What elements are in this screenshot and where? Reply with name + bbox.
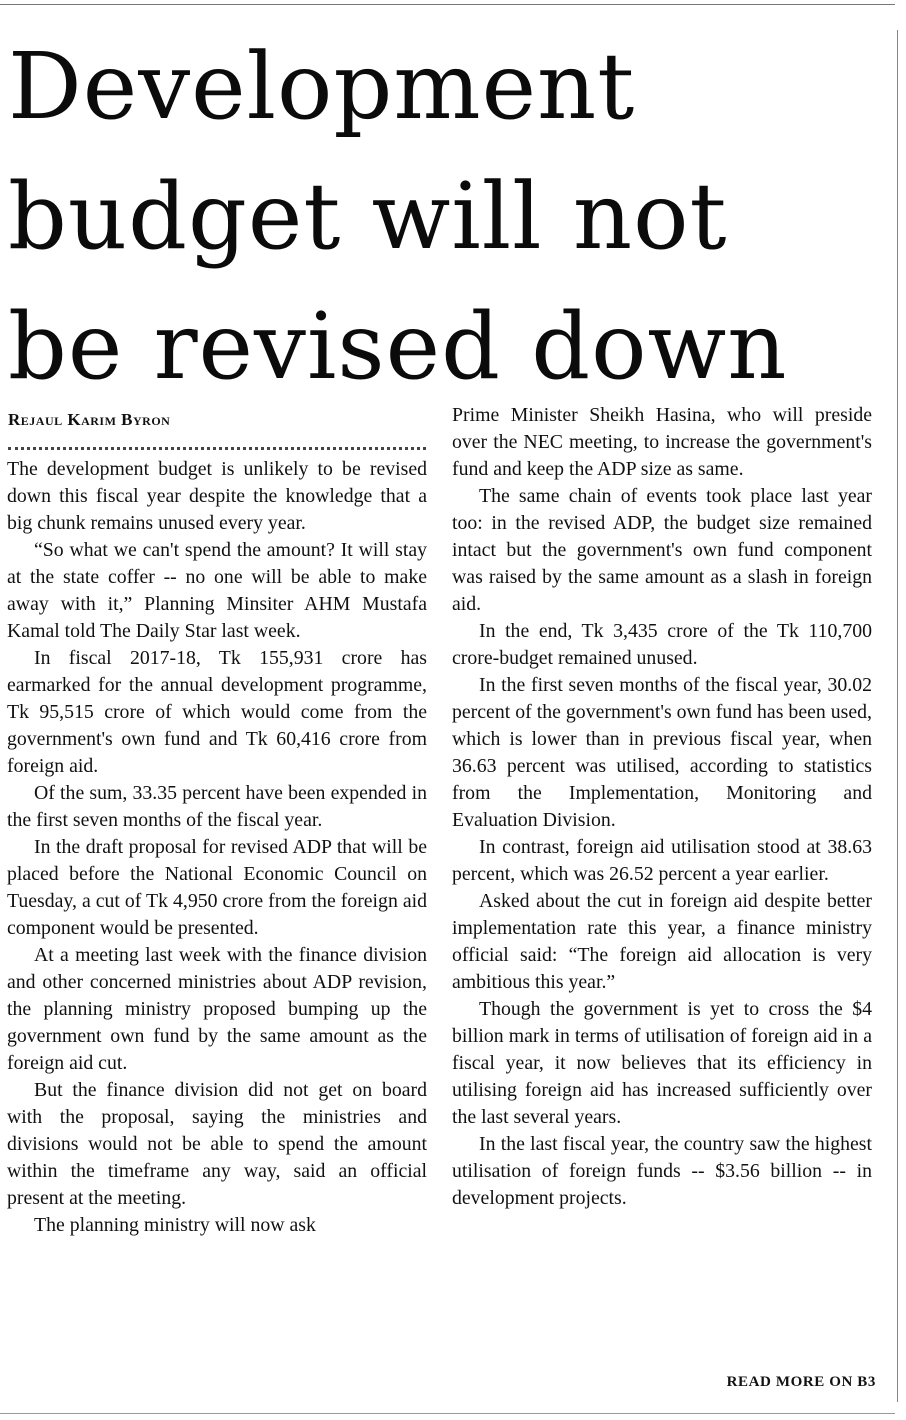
paragraph: In the first seven months of the fiscal year, 30.02 percent of the government's own fund has been used, which is lower than in previous fiscal year, when 36.63 percent was utilised, according to statistics from the Implementation, Monitoring and Evaluation Division.	[452, 674, 872, 831]
paragraph: Though the government is yet to cross the $4 billion mark in terms of utilisation of foreign aid in a fiscal year, it now believes that its efficiency in utilising foreign aid has increased sufficiently over the last several years.	[452, 998, 872, 1128]
headline-line-3: be revised down	[8, 293, 788, 400]
paragraph: In fiscal 2017-18, Tk 155,931 crore has earmarked for the annual development programme, Tk 95,515 crore of which would come from the government's own fund and Tk 60,416 crore from foreign aid.	[7, 647, 427, 777]
byline-dotted-separator	[8, 447, 426, 450]
paragraph: Prime Minister Sheikh Hasina, who will preside over the NEC meeting, to increase the government's fund and keep the ADP size as same.	[452, 404, 872, 480]
paragraph: The planning ministry will now ask	[34, 1214, 316, 1236]
paragraph: “So what we can't spend the amount? It will stay at the state coffer -- no one will be able to make away with it,” Planning Minsiter AHM Mustafa Kamal told The Daily Star last week.	[7, 539, 427, 642]
headline	[8, 22, 888, 412]
top-rule	[0, 4, 895, 5]
bottom-rule	[0, 1413, 895, 1414]
paragraph: At a meeting last week with the finance division and other concerned ministries about ADP revision, the planning ministry proposed bumping up the government own fund by the same amount as the foreign aid cut.	[7, 944, 427, 1074]
paragraph: Asked about the cut in foreign aid despite better implementation rate this year, a finance ministry official said: “The foreign aid allocation is very ambitious this year.”	[452, 890, 872, 993]
paragraph: The development budget is unlikely to be revised down this fiscal year despite the knowledge that a big chunk remains unused every year.	[7, 458, 427, 534]
paragraph: The same chain of events took place last year too: in the revised ADP, the budget size remained intact but the government's own fund component was raised by the same amount as a slash in foreign aid.	[452, 485, 872, 615]
paragraph: In the draft proposal for revised ADP that will be placed before the National Economic Council on Tuesday, a cut of Tk 4,950 crore from the foreign aid component would be presented.	[7, 836, 427, 939]
paragraph: In the last fiscal year, the country saw the highest utilisation of foreign funds -- $3.56 billion -- in development projects.	[452, 1133, 872, 1209]
column-divider-rule	[897, 30, 898, 1402]
byline: Rejaul Karim Byron	[8, 410, 171, 429]
paragraph: In contrast, foreign aid utilisation stood at 38.63 percent, which was 26.52 percent a year earlier.	[452, 836, 872, 885]
read-more-jump-line: READ MORE ON B3	[726, 1374, 876, 1390]
headline-line-2: budget will not	[8, 163, 728, 270]
paragraph: Of the sum, 33.35 percent have been expended in the first seven months of the fiscal year.	[7, 782, 427, 831]
article-right-column	[452, 402, 872, 1362]
paragraph: But the finance division did not get on board with the proposal, saying the ministries and divisions would not be able to spend the amount within the timeframe any way, said an official present at the meeting.	[7, 1079, 427, 1209]
headline-line-1: Development	[8, 33, 636, 140]
paragraph: In the end, Tk 3,435 crore of the Tk 110,700 crore-budget remained unused.	[452, 620, 872, 669]
article-left-column	[7, 456, 427, 1396]
